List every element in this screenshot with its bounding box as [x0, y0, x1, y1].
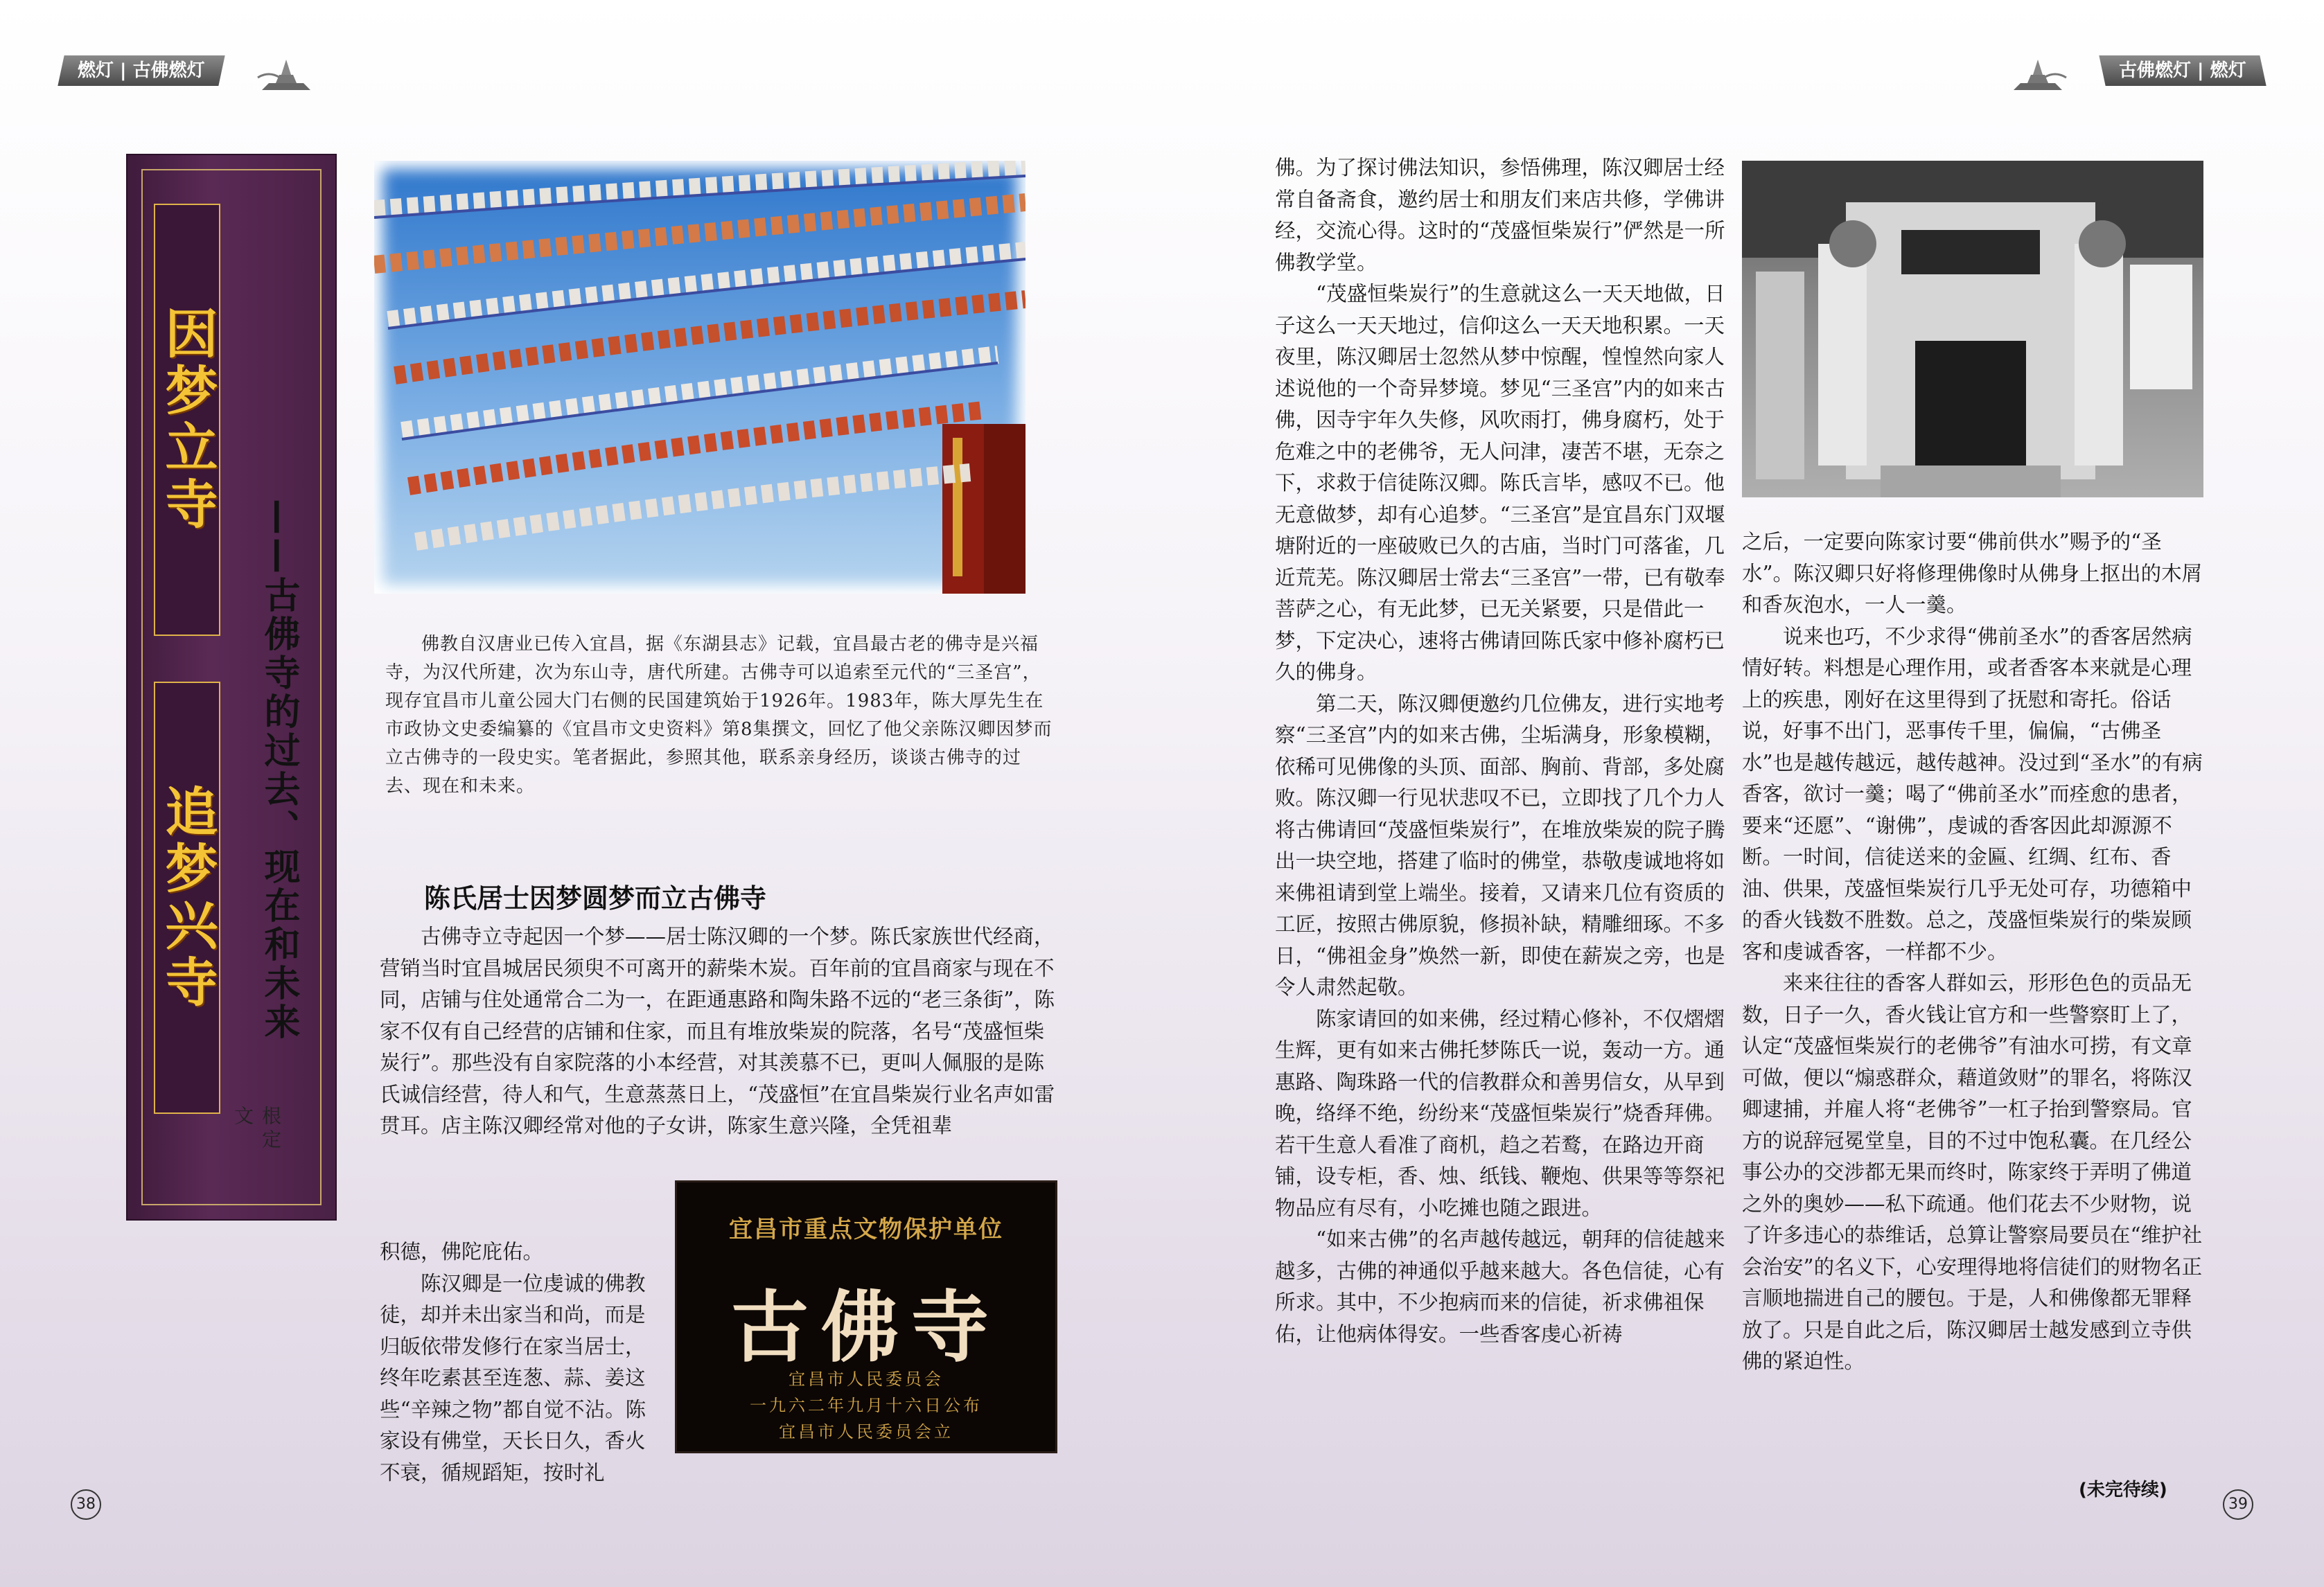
plaque-line: 一九六二年九月十六日公布 — [750, 1396, 983, 1415]
main-title-part1: 因梦立寺 — [154, 204, 220, 636]
paragraph: 陈家请回的如来佛，经过精心修补，不仅熠熠生辉，更有如来古佛托梦陈氏一说，轰动一方。通惠路、陶珠路一代的信教群众和善男信女，从早到晚，络绎不绝，纷纷来“茂盛恒柴炭行”烧香拜佛。若干生意人看准了商机，趋之若鹜，在路边开商铺，设专柜，香、烛、纸钱、鞭炮、供果等等祭祀物品应有尽有，小吃摊也随之跟进。 — [1275, 1007, 1725, 1220]
paragraph: 佛。为了探讨佛法知识，参悟佛理，陈汉卿居士经常自备斋食，邀约居士和朋友们来店共修，学佛讲经，交流心得。这时的“茂盛恒柴炭行”俨然是一所佛教学堂。 — [1275, 156, 1725, 274]
page-number-right: 39 — [2223, 1489, 2253, 1520]
paragraph: 第二天，陈汉卿便邀约几位佛友，进行实地考察“三圣宫”内的如来古佛，尘垢满身，形象模糊，依稀可见佛像的头顶、面部、胸前、背部，多处腐败。陈汉卿一行见状悲叹不已，立即找了几个力人将古佛请回“茂盛恒柴炭行”，在堆放柴炭的院子腾出一块空地，搭建了临时的佛堂，恭敬虔诚地将如来佛祖请到堂上端坐。接着，又请来几位有资质的工匠，按照古佛原貌，修损补缺，精雕细琢。不多日，“佛祖金身”焕然一新，即使在薪炭之旁，也是令人肃然起敬。 — [1275, 691, 1725, 999]
paragraph: 说来也巧，不少求得“佛前圣水”的香客居然病情好转。料想是心理作用，或者香客本来就是心理上的疾患，刚好在这里得到了抚慰和寄托。俗话说，好事不出门，恶事传千里，偏偏，“古佛圣水”也是越传越远，越传越神。没过到“圣水”的有病香客，欲讨一羹；喝了“佛前圣水”而痊愈的患者，要来“还愿”、“谢佛”，虔诚的香客因此却源源不断。一时间，信徒送来的金匾、红绸、红布、香油、供果，茂盛恒柴炭行几乎无处可存，功德箱中的香火钱数不胜数。总之，茂盛恒柴炭行的柴炭顾客和虔诚香客，一样都不少。 — [1742, 624, 2203, 964]
plaque-main-text: 古佛寺 — [731, 1282, 1001, 1373]
pagoda-decoration-icon — [255, 50, 317, 93]
paragraph: 古佛寺立寺起因一个梦——居士陈汉卿的一个梦。陈氏家族世代经商，营销当时宜昌城居民须臾不可离开的薪柴木炭。百年前的宜昌商家与现在不同，店铺与住处通常合二为一，在距通惠路和陶朱路不远的“老三条街”，陈家不仅有自己经营的店铺和住家，而且有堆放柴炭的院落，名号“茂盛恒柴炭行”。那些没有自家院落的小本经营，对其羡慕不已，更叫人佩服的是陈氏诚信经营，待人和气，生意蒸蒸日上，“茂盛恒”在宜昌柴炭行业名声如雷贯耳。店主陈汉卿经常对他的子女讲，陈家生意兴隆，全凭祖辈 — [380, 925, 1055, 1137]
author-byline: 根定文 — [231, 1106, 282, 1153]
page-number-left: 38 — [71, 1489, 101, 1520]
column2 — [1275, 152, 1727, 1350]
heritage-plaque-photo — [675, 1180, 1057, 1453]
to-be-continued-note: (未完待续) — [2079, 1480, 2167, 1500]
column3 — [1742, 526, 2205, 1378]
prayer-flags-photo — [374, 161, 1025, 594]
plaque-heading: 宜昌市重点文物保护单位 — [729, 1216, 1003, 1243]
plaque-line: 宜昌市人民委员会 — [789, 1369, 944, 1389]
title-banner — [126, 154, 337, 1221]
paragraph: 积德，佛陀庇佑。 — [380, 1240, 544, 1264]
plaque-line: 宜昌市人民委员会立 — [779, 1422, 953, 1442]
column1-bottom — [380, 1236, 662, 1489]
header-left — [61, 50, 269, 93]
header-right — [2055, 50, 2263, 93]
temple-gate-photo — [1742, 161, 2203, 497]
column1-top — [380, 921, 1059, 1142]
paragraph: “茂盛恒柴炭行”的生意就这么一天天地做，日子这么一天天地过，信仰这么一天天地积累。一天夜里，陈汉卿居士忽然从梦中惊醒，惶惶然向家人述说他的一个奇异梦境。梦见“三圣宫”内的如来古佛，因寺宇年久失修，风吹雨打，佛身腐朽，处于危难之中的老佛爷，无人问津，凄苦不堪，无奈之下，求救于信徒陈汉卿。陈氏言毕，感叹不已。他无意做梦，却有心追梦。“三圣宫”是宜昌东门双堰塘附近的一座破败已久的古庙，当时门可落雀，几近荒芜。陈汉卿居士常去“三圣宫”一带，已有敬奉菩萨之心，有无此梦，已无关紧要，只是借此一梦，下定决心，速将古佛请回陈氏家中修补腐朽已久的佛身。 — [1275, 282, 1725, 684]
intro-text: 佛教自汉唐业已传入宜昌，据《东湖县志》记载，宜昌最古老的佛寺是兴福寺，为汉代所建，次为东山寺，唐代所建。古佛寺可以追索至元代的“三圣宫”，现存宜昌市儿童公园大门右侧的民国建筑始于1926年。1983年，陈大厚先生在市政协文史委编纂的《宜昌市文史资料》第8集撰文，回忆了他父亲陈汉卿因梦而立古佛寺的一段史实。笔者据此，参照其他，联系亲身经历，谈谈古佛寺的过去、现在和未来。 — [385, 634, 1053, 797]
pagoda-decoration-icon — [2007, 50, 2069, 93]
paragraph: 陈汉卿是一位虔诚的佛教徒，却并未出家当和尚，而是归皈依带发修行在家当居士，终年吃素甚至连葱、蒜、姜这些“辛辣之物”都自觉不沾。陈家设有佛堂，天长日久，香火不衰，循规蹈矩，按时礼 — [380, 1271, 646, 1484]
subtitle: ——古佛寺的过去、现在和未来 — [258, 499, 299, 1042]
paragraph: 之后，一定要向陈家讨要“佛前供水”赐予的“圣水”。陈汉卿只好将修理佛像时从佛身上抠出的木屑和香灰泡水，一人一羹。 — [1742, 530, 2203, 617]
paragraph: “如来古佛”的名声越传越远，朝拜的信徒越来越多，古佛的神通似乎越来越大。各色信徒，心有所求。其中，不少抱病而来的信徒，祈求佛祖保佑，让他病体得安。一些香客虔心祈祷 — [1275, 1227, 1725, 1346]
intro-paragraph — [385, 630, 1055, 801]
header-left-tab: 燃灯 | 古佛燃灯 — [58, 55, 225, 86]
main-title-part2: 追梦兴寺 — [154, 682, 220, 1114]
header-right-tab: 古佛燃灯 | 燃灯 — [2099, 55, 2266, 86]
section-heading: 陈氏居士因梦圆梦而立古佛寺 — [424, 883, 767, 914]
paragraph: 来来往往的香客人群如云，形形色色的贡品无数，日子一久，香火钱让官方和一些警察盯上了，认定“茂盛恒柴炭行的老佛爷”有油水可捞，有文章可做，便以“煽惑群众，藉道敛财”的罪名，将陈汉卿逮捕，并雇人将“老佛爷”一杠子抬到警察局。官方的说辞冠冕堂皇，目的不过中饱私囊。在几经公事公办的交涉都无果而终时，陈家终于弄明了佛道之外的奥妙——私下疏通。他们花去不少财物，说了许多违心的恭维话，总算让警察局要员在“维护社会治安”的名义下，心安理得地将信徒们的财物名正言顺地揣进自己的腰包。于是，人和佛像都无罪释放了。只是自此之后，陈汉卿居士越发感到立寺供佛的紧迫性。 — [1742, 971, 2203, 1373]
